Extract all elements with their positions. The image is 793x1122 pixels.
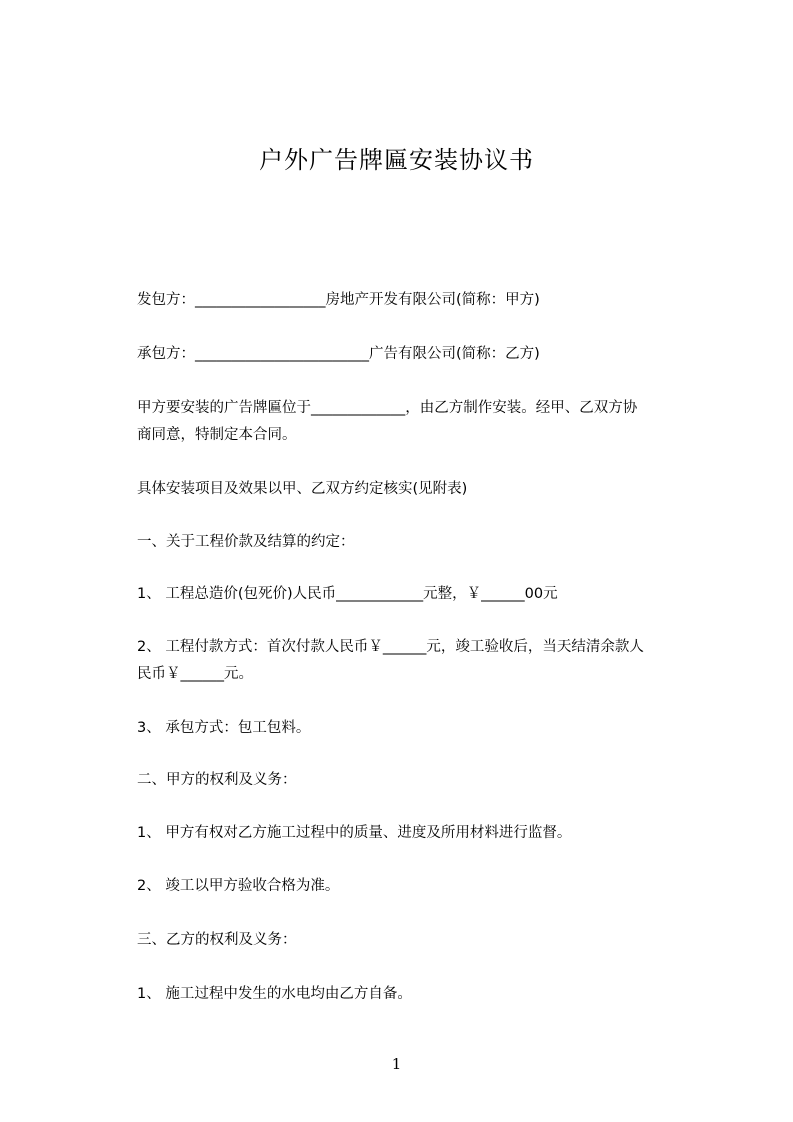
clause-1-2-line-1: 2、 工程付款方式：首次付款人民币￥______元，竣工验收后，当天结清余款人 <box>137 639 644 655</box>
section-3-heading: 三、乙方的权利及义务： <box>137 932 297 948</box>
clause-3-1: 1、 施工过程中发生的水电均由乙方自备。 <box>137 986 412 1002</box>
clause-1-1: 1、 工程总造价(包死价)人民币____________元整，￥______00元 <box>137 586 558 602</box>
clause-2-2: 2、 竣工以甲方验收合格为准。 <box>137 878 340 894</box>
scope-line: 具体安装项目及效果以甲、乙双方约定核实(见附表) <box>137 481 468 497</box>
clause-1-2-line-2: 民币￥______元。 <box>137 666 253 682</box>
intro-line-2: 商同意，特制定本合同。 <box>137 427 297 443</box>
section-1-heading: 一、关于工程价款及结算的约定： <box>137 534 355 550</box>
clause-2-1: 1、 甲方有权对乙方施工过程中的质量、进度及所用材料进行监督。 <box>137 825 572 841</box>
party-b-line: 承包方：________________________广告有限公司(简称：乙方) <box>137 346 540 362</box>
party-a-line: 发包方：__________________房地产开发有限公司(简称：甲方) <box>137 292 540 308</box>
page-number: 1 <box>391 1055 402 1073</box>
section-2-heading: 二、甲方的权利及义务： <box>137 772 297 788</box>
intro-line-1: 甲方要安装的广告牌匾位于_____________，由乙方制作安装。经甲、乙双方协 <box>137 400 638 416</box>
document-title: 户外广告牌匾安装协议书 <box>259 146 534 174</box>
clause-1-3: 3、 承包方式：包工包料。 <box>137 720 311 736</box>
